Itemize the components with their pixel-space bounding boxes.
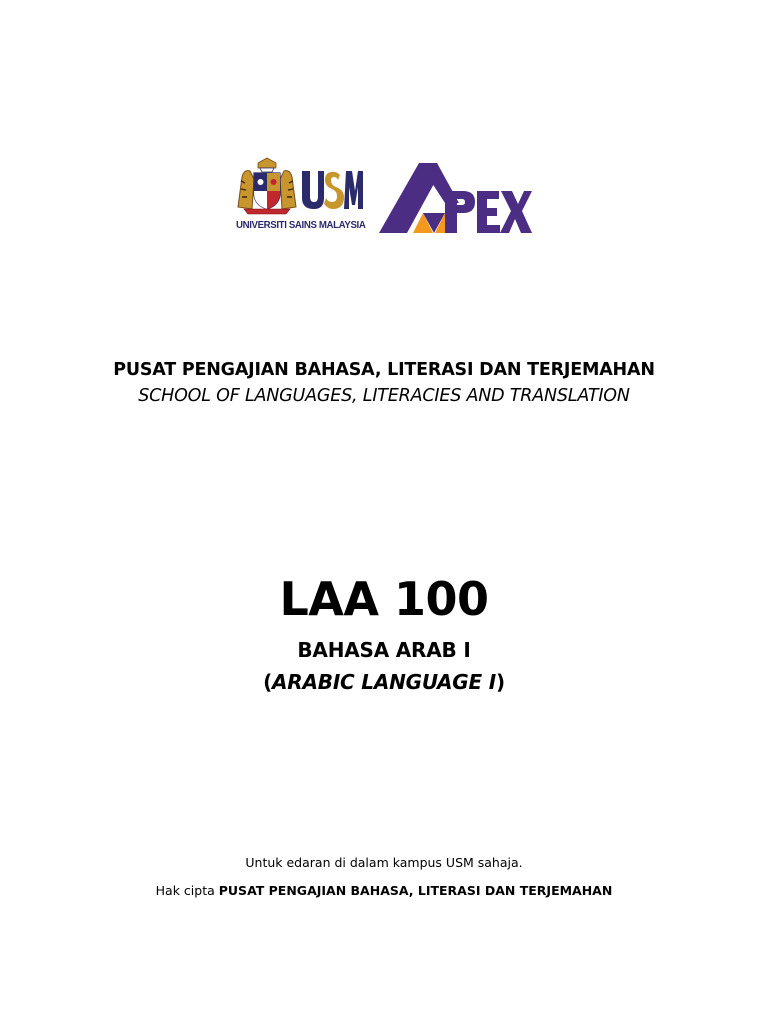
copyright-holder: PUSAT PENGAJIAN BAHASA, LITERASI DAN TERJEMAHAN (218, 883, 613, 898)
copyright-line (0, 883, 768, 898)
school-name-english: SCHOOL OF LANGUAGES, LITERACIES AND TRANSLATION (138, 386, 630, 406)
apex-logo-icon (379, 161, 532, 235)
copyright-prefix: Hak cipta (155, 883, 219, 898)
distribution-note: Untuk edaran di dalam kampus USM sahaja. (245, 855, 523, 870)
usm-logo (236, 155, 366, 240)
course-subtitle-text: ARABIC LANGUAGE I (272, 670, 496, 694)
subtitle-close-paren: ) (495, 670, 505, 694)
course-subtitle (0, 670, 768, 694)
subtitle-open-paren: ( (263, 670, 273, 694)
usm-wordmark-icon (300, 169, 364, 211)
course-code: LAA 100 (279, 572, 489, 626)
course-title: BAHASA ARAB I (297, 638, 471, 662)
usm-caption: UNIVERSITI SAINS MALAYSIA (236, 219, 366, 231)
usm-crest-icon (236, 157, 298, 215)
school-name-malay: PUSAT PENGAJIAN BAHASA, LITERASI DAN TERJEMAHAN (113, 360, 655, 380)
logo-row (236, 155, 536, 240)
